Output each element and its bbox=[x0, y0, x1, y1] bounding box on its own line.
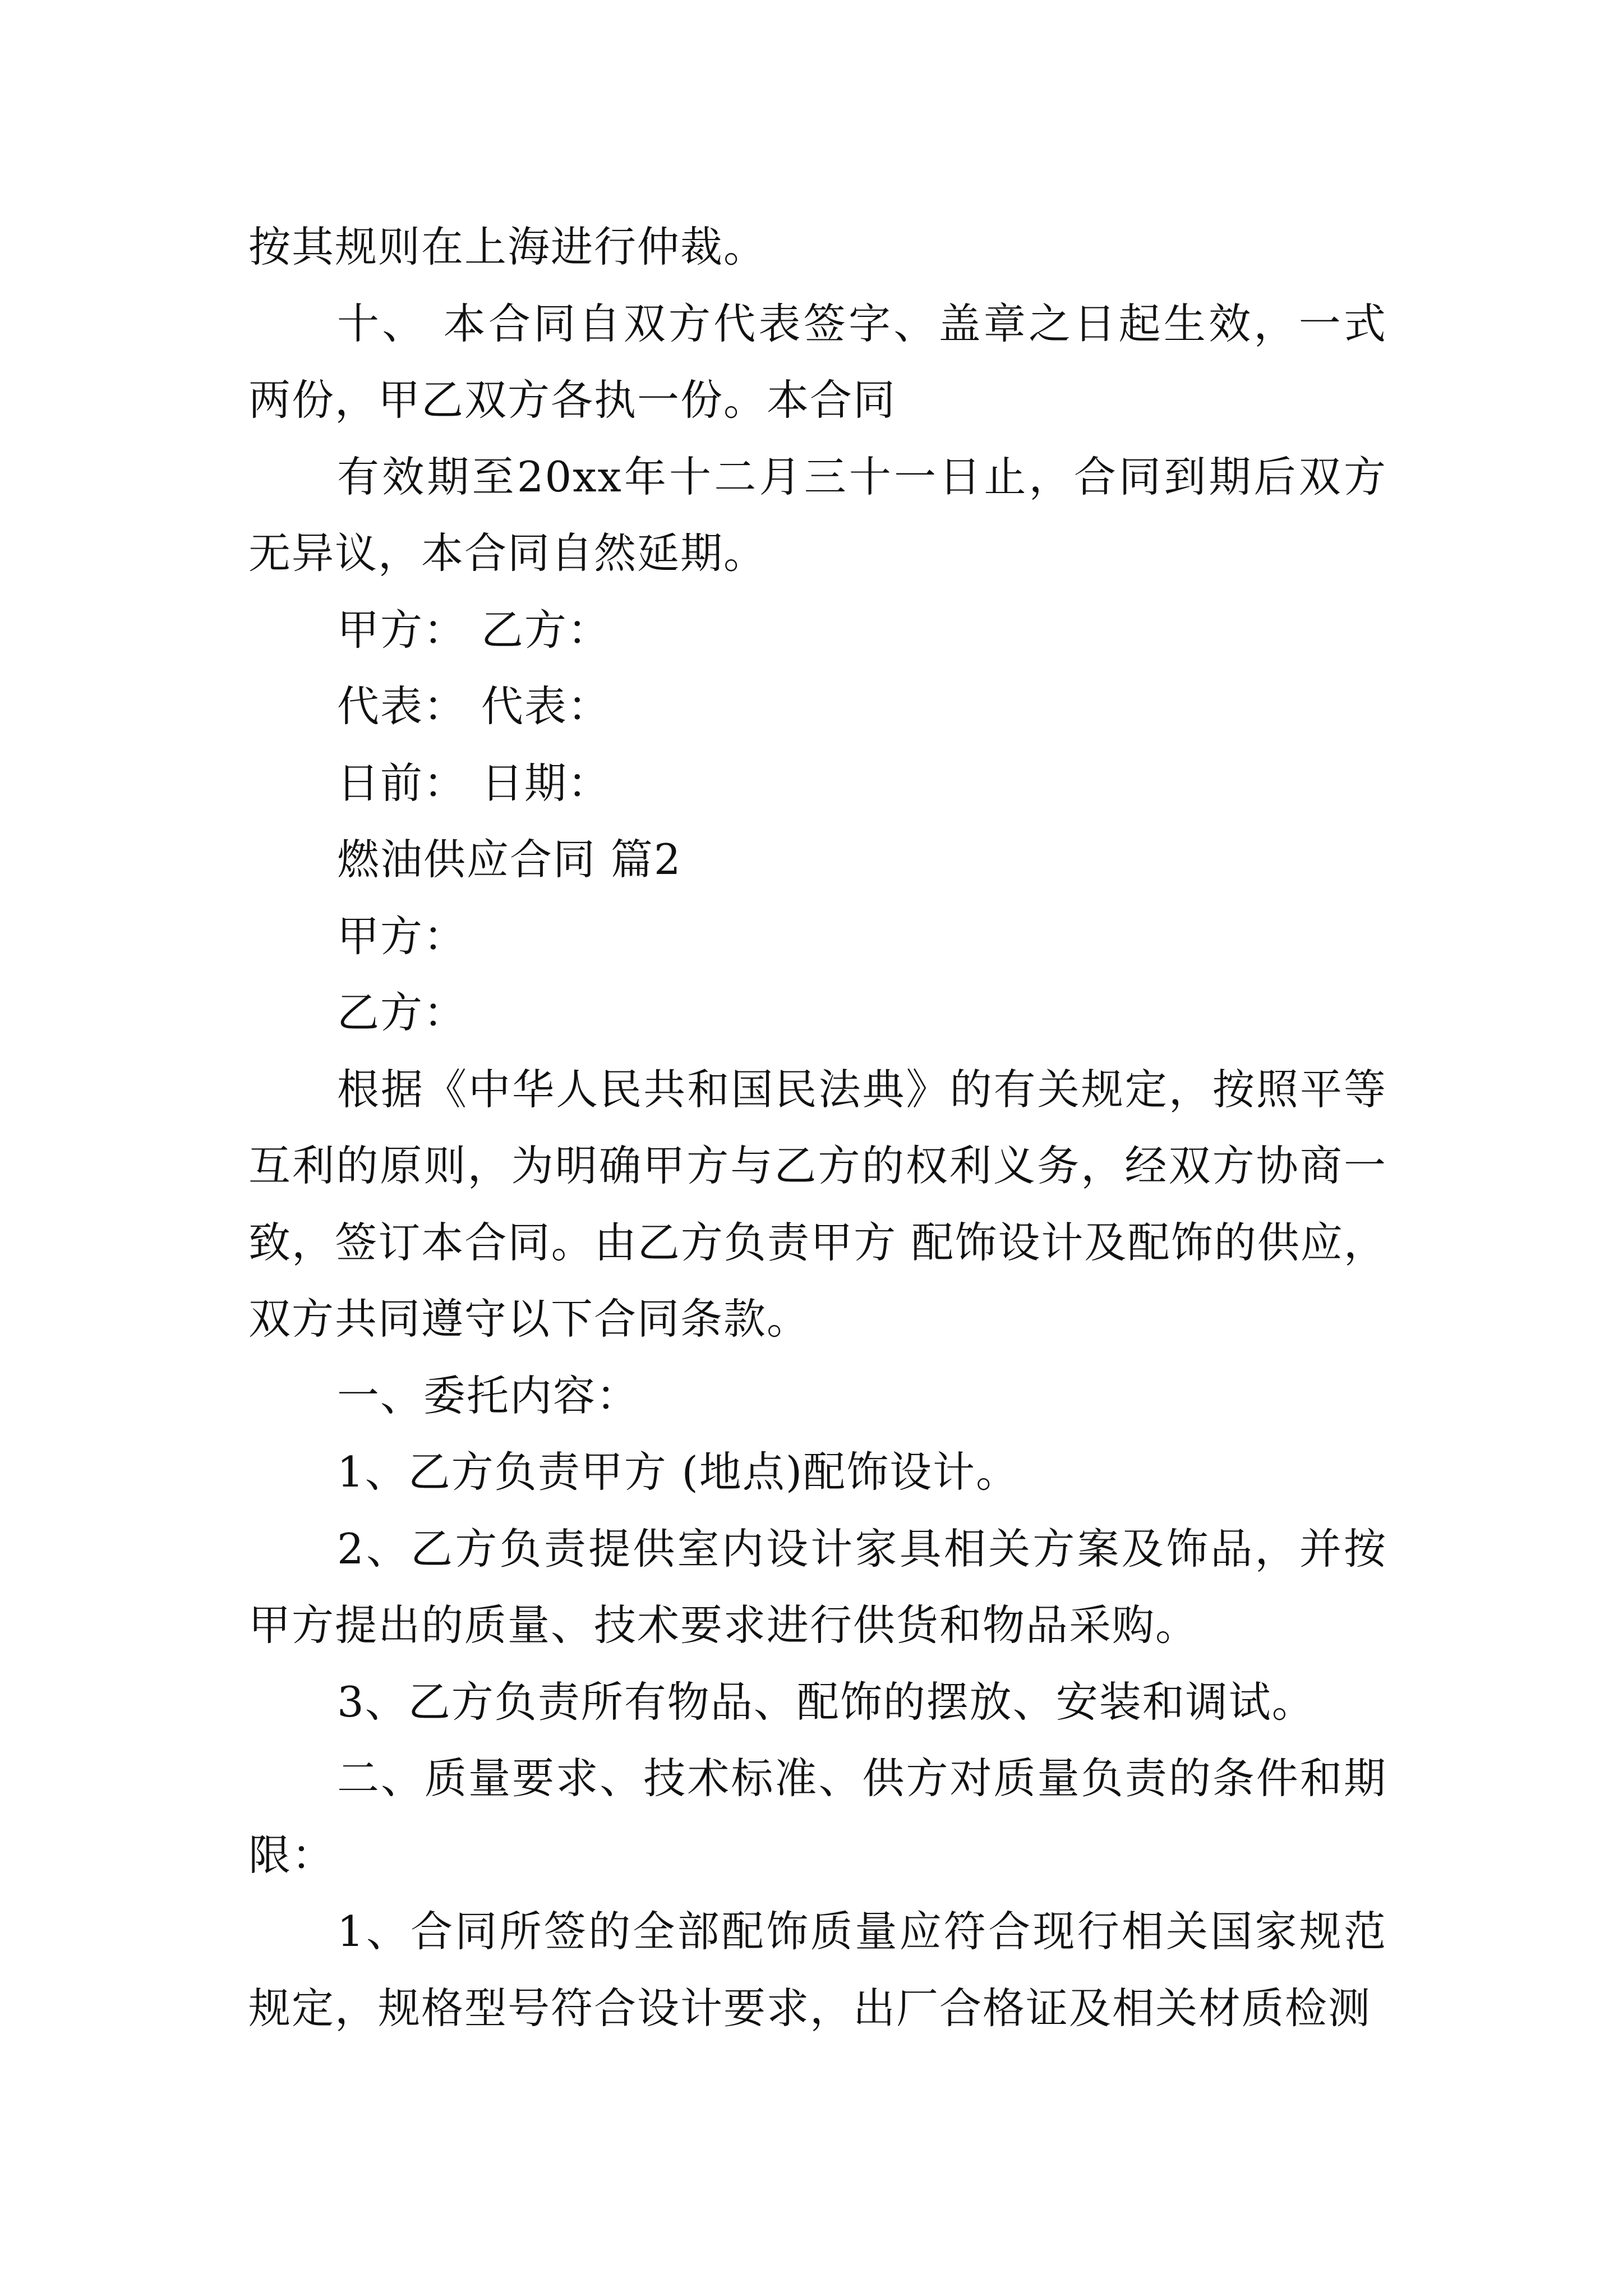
scope-item-1: 1、乙方负责甲方 (地点)配饰设计。 bbox=[337, 1447, 1020, 1497]
paragraph-clause-ten: 十、 本合同自双方代表签字、盖章之日起生效，一式两份，甲乙双方各执一份。本合同 bbox=[248, 298, 1387, 425]
signature-date-line: 日前： 日期： bbox=[337, 758, 611, 808]
quality-item-1: 1、合同所签的全部配饰质量应符合现行相关国家规范规定，规格型号符合设计要求，出厂合格证及相关材质检测 bbox=[248, 1907, 1387, 2033]
paragraph-validity: 有效期至20xx年十二月三十一日止，合同到期后双方无异议，本合同自然延期。 bbox=[248, 452, 1387, 578]
scope-item-2: 2、乙方负责提供室内设计家具相关方案及饰品，并按甲方提出的质量、技术要求进行供货和物品采购。 bbox=[248, 1524, 1387, 1650]
heading-scope: 一、委托内容： bbox=[337, 1370, 640, 1420]
scope-item-3: 3、乙方负责所有物品、配饰的摆放、安装和调试。 bbox=[337, 1677, 1315, 1727]
section-heading-contract-2: 燃油供应合同 篇2 bbox=[337, 835, 682, 884]
signature-representatives-line: 代表： 代表： bbox=[337, 682, 611, 731]
document-body bbox=[248, 209, 1387, 2046]
signature-parties-line: 甲方： 乙方： bbox=[337, 605, 611, 655]
paragraph-preamble: 根据《中华人民共和国民法典》的有关规定，按照平等互利的原则，为明确甲方与乙方的权利义务，经双方协商一致，签订本合同。由乙方负责甲方 配饰设计及配饰的供应，双方共同遵守以下合同条款。 bbox=[248, 1064, 1387, 1343]
party-a-line: 甲方： bbox=[337, 911, 467, 961]
heading-quality: 二、质量要求、技术标准、供方对质量负责的条件和期限： bbox=[248, 1754, 1387, 1880]
party-b-line: 乙方： bbox=[337, 988, 467, 1037]
paragraph-arbitration-end: 按其规则在上海进行仲裁。 bbox=[248, 222, 767, 272]
